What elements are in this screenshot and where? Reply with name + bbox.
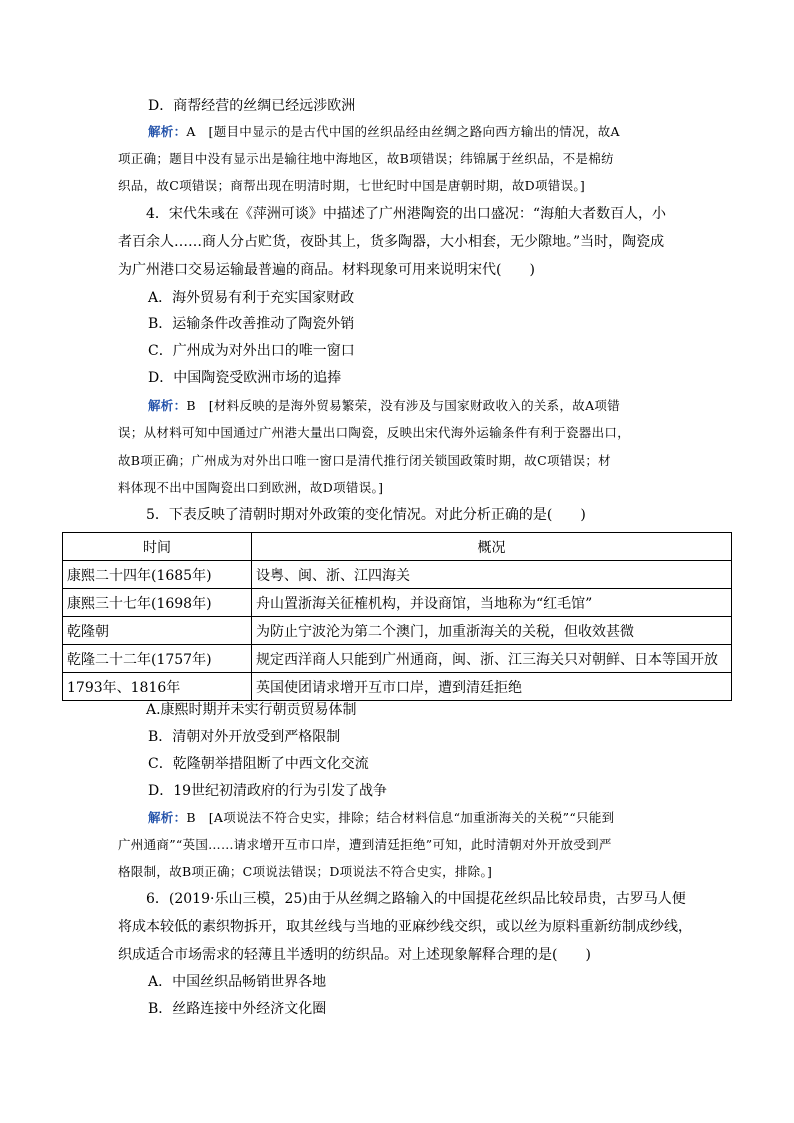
q5-analysis-line-3: 格限制，故B项正确；C项说法错误；D项说法不符合史实，排除。] — [118, 864, 493, 879]
table-row — [63, 589, 732, 617]
q5-option-a: A.康熙时期并未实行朝贡贸易体制 — [146, 702, 357, 718]
q5-stem: 5．下表反映了清朝时期对外政策的变化情况。对此分析正确的是( ) — [146, 507, 586, 523]
q4-analysis-line-3: 故B项正确；广州成为对外出口唯一窗口是清代推行闭关锁国政策时期，故C项错误；材 — [118, 453, 611, 468]
analysis-label: 解析： — [148, 810, 187, 825]
table-cell-overview: 设粤、闽、浙、江四海关 — [252, 561, 732, 589]
table-cell-time: 乾隆二十二年(1757年) — [63, 645, 252, 673]
q5-analysis-line-2: 广州通商”“英国……请求增开互市口岸，遭到清廷拒绝”可知，此时清朝对外开放受到严 — [118, 837, 612, 852]
table-row — [63, 617, 732, 645]
q4-option-c: C．广州成为对外出口的唯一窗口 — [148, 343, 355, 359]
q6-option-b: B．丝路连接中外经济文化圈 — [148, 1001, 327, 1017]
table-cell-overview: 舟山置浙海关征榷机构，并设商馆，当地称为“红毛馆” — [252, 589, 732, 617]
table-row — [63, 645, 732, 673]
table-cell-overview: 为防止宁波沦为第二个澳门，加重浙海关的关税，但收效甚微 — [252, 617, 732, 645]
analysis-label: 解析： — [148, 124, 187, 139]
analysis-label: 解析： — [148, 398, 187, 413]
q3-option-d: D．商帮经营的丝绸已经远涉欧洲 — [148, 98, 356, 114]
q6-stem-line-2: 将成本较低的素织物拆开，取其丝线与当地的亚麻纱线交织，或以丝为原料重新纺制成纱线， — [118, 919, 692, 935]
q4-stem-line-3: 为广州港口交易运输最普遍的商品。材料现象可用来说明宋代( ) — [118, 262, 535, 278]
q3-analysis-line-1 — [148, 122, 620, 142]
table-cell-time: 1793年、1816年 — [63, 673, 252, 701]
table-row — [63, 561, 732, 589]
q4-option-a: A．海外贸易有利于充实国家财政 — [148, 290, 355, 306]
q5-analysis-line-1 — [148, 808, 614, 828]
table-header-overview: 概况 — [252, 533, 732, 561]
table-cell-overview: 规定西洋商人只能到广州通商，闽、浙、江三海关只对朝鲜、日本等国开放 — [252, 645, 732, 673]
table-cell-overview: 英国使团请求增开互市口岸，遭到清廷拒绝 — [252, 673, 732, 701]
q5-option-c: C．乾隆朝举措阻断了中西文化交流 — [148, 756, 369, 772]
policy-table — [62, 532, 732, 701]
analysis-text: B [A项说法不符合史实，排除；结合材料信息“加重浙海关的关税”“只能到 — [186, 810, 615, 825]
q3-analysis-line-2: 项正确；题目中没有显示出是输往地中海地区，故B项错误；纬锦属于丝织品，不是棉纺 — [118, 151, 614, 166]
q4-analysis-line-1 — [148, 396, 620, 416]
q4-stem-line-2: 者百余人……商人分占贮货，夜卧其上，货多陶器，大小相套，无少隙地。”当时，陶瓷成 — [118, 234, 665, 250]
analysis-text: B [材料反映的是海外贸易繁荣，没有涉及与国家财政收入的关系，故A项错 — [186, 398, 620, 413]
q4-stem-line-1: 4．宋代朱彧在《萍洲可谈》中描述了广州港陶瓷的出口盛况：“海舶大者数百人，小 — [146, 206, 667, 222]
table-row — [63, 673, 732, 701]
q5-option-d: D．19世纪初清政府的行为引发了战争 — [148, 783, 388, 799]
q4-option-b: B．运输条件改善推动了陶瓷外销 — [148, 316, 355, 332]
analysis-text: A [题目中显示的是古代中国的丝织品经由丝绸之路向西方输出的情况，故A — [186, 124, 620, 139]
q6-option-a: A．中国丝织品畅销世界各地 — [148, 974, 327, 990]
q6-stem-line-3: 织成适合市场需求的轻薄且半透明的纺织品。对上述现象解释合理的是( ) — [118, 947, 591, 963]
q3-analysis-line-3: 织品，故C项错误；商帮出现在明清时期，七世纪时中国是唐朝时期，故D项错误。] — [118, 178, 586, 193]
table-header-row — [63, 533, 732, 561]
table-cell-time: 乾隆朝 — [63, 617, 252, 645]
table-header-time: 时间 — [63, 533, 252, 561]
table-cell-time: 康熙二十四年(1685年) — [63, 561, 252, 589]
q6-stem-line-1: 6．(2019·乐山三模，25)由于从丝绸之路输入的中国提花丝织品比较昂贵，古罗马人便 — [146, 891, 686, 907]
q4-analysis-line-4: 料体现不出中国陶瓷出口到欧洲，故D项错误。] — [118, 480, 384, 495]
q4-analysis-line-2: 误；从材料可知中国通过广州港大量出口陶瓷，反映出宋代海外运输条件有利于瓷器出口， — [118, 425, 631, 440]
table-cell-time: 康熙三十七年(1698年) — [63, 589, 252, 617]
q5-option-b: B．清朝对外开放受到严格限制 — [148, 729, 341, 745]
q4-option-d: D．中国陶瓷受欧洲市场的追捧 — [148, 370, 342, 386]
